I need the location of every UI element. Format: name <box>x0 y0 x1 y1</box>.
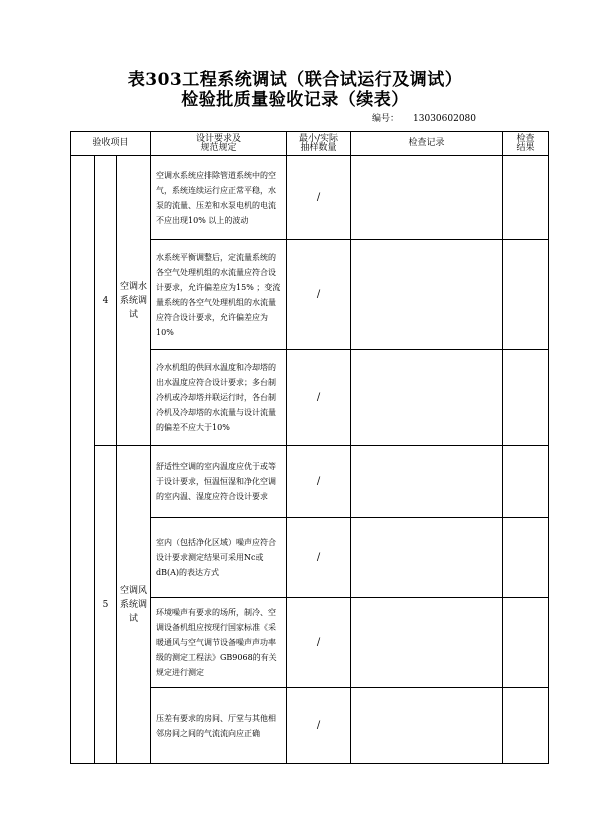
requirement-cell: 舒适性空调的室内温度应优于或等于设计要求，恒温恒湿和净化空调的室内温、湿度应符合设计要求 <box>151 446 287 518</box>
group-name-line: 试 <box>129 613 139 624</box>
record-cell[interactable] <box>351 240 503 350</box>
group-name-line: 空调风 <box>120 585 148 596</box>
header-result-line-2: 结果 <box>516 142 535 153</box>
sample-cell: / <box>287 240 351 350</box>
result-cell[interactable] <box>503 446 549 518</box>
table-row <box>71 156 549 240</box>
sample-cell: / <box>287 688 351 764</box>
group-number: 4 <box>95 156 117 446</box>
sample-cell: / <box>287 350 351 446</box>
sample-cell: / <box>287 156 351 240</box>
header-sample-line-2: 抽样数量 <box>300 142 337 153</box>
group-name <box>117 156 151 446</box>
header-sample <box>287 132 351 156</box>
inspection-table <box>70 131 549 764</box>
result-cell[interactable] <box>503 598 549 688</box>
result-cell[interactable] <box>503 688 549 764</box>
sample-cell: / <box>287 518 351 598</box>
record-cell[interactable] <box>351 156 503 240</box>
result-cell[interactable] <box>503 156 549 240</box>
header-requirement-line-2: 规范规定 <box>200 142 237 153</box>
group-name <box>117 446 151 764</box>
header-requirement <box>151 132 287 156</box>
group-name-line: 系统调 <box>120 599 148 610</box>
header-row <box>71 132 549 156</box>
record-cell[interactable] <box>351 598 503 688</box>
record-cell[interactable] <box>351 688 503 764</box>
requirement-cell: 冷水机组的供回水温度和冷却塔的出水温度应符合设计要求；多台制冷机或冷却塔并联运行时，各台制冷机及冷却塔的水流量与设计流量的偏差不应大于10% <box>151 350 287 446</box>
form-code <box>372 112 522 126</box>
group-name-line: 试 <box>129 309 139 320</box>
record-cell[interactable] <box>351 350 503 446</box>
sample-cell: / <box>287 446 351 518</box>
code-label: 编号： <box>372 114 400 124</box>
header-result-line-1: 检查 <box>516 133 535 144</box>
header-requirement-line-1: 设计要求及 <box>196 133 242 144</box>
group-name-line: 空调水 <box>120 281 148 292</box>
group-name-line: 系统调 <box>120 295 148 306</box>
requirement-cell: 室内（包括净化区域）噪声应符合设计要求测定结果可采用Nc或dB(A)的表达方式 <box>151 518 287 598</box>
group-number: 5 <box>95 446 117 764</box>
header-record: 检查记录 <box>351 132 503 156</box>
record-cell[interactable] <box>351 446 503 518</box>
form-title-line-2: 检验批质量验收记录（续表） <box>181 90 409 110</box>
sample-cell: / <box>287 598 351 688</box>
result-cell[interactable] <box>503 240 549 350</box>
group-column-cell <box>71 156 95 764</box>
code-value: 13030602080 <box>413 114 477 124</box>
header-item: 验收项目 <box>71 132 151 156</box>
header-sample-line-1: 最小/实际 <box>299 133 339 144</box>
record-cell[interactable] <box>351 518 503 598</box>
result-cell[interactable] <box>503 518 549 598</box>
table-row <box>71 446 549 518</box>
form-title-line-1: 表303工程系统调试（联合试运行及调试） <box>127 70 463 90</box>
requirement-cell: 空调水系统应排除管道系统中的空气，系统连续运行应正常平稳，水泵的流量、压差和水泵电机的电流不应出现10% 以上的波动 <box>151 156 287 240</box>
requirement-cell: 压差有要求的房间、厅堂与其他相邻房间之间的气流流向应正确 <box>151 688 287 764</box>
requirement-cell: 水系统平衡调整后，定流量系统的各空气处理机组的水流量应符合设计要求，允许偏差应为15% ；变流量系统的各空气处理机组的水流量应符合设计要求，允许偏差应为10% <box>151 240 287 350</box>
requirement-cell: 环境噪声有要求的场所，制冷、空调设备机组应按现行国家标准《采暖通风与空气调节设备噪声声功率级的测定工程法》GB9068的有关规定进行测定 <box>151 598 287 688</box>
header-result <box>503 132 549 156</box>
result-cell[interactable] <box>503 350 549 446</box>
